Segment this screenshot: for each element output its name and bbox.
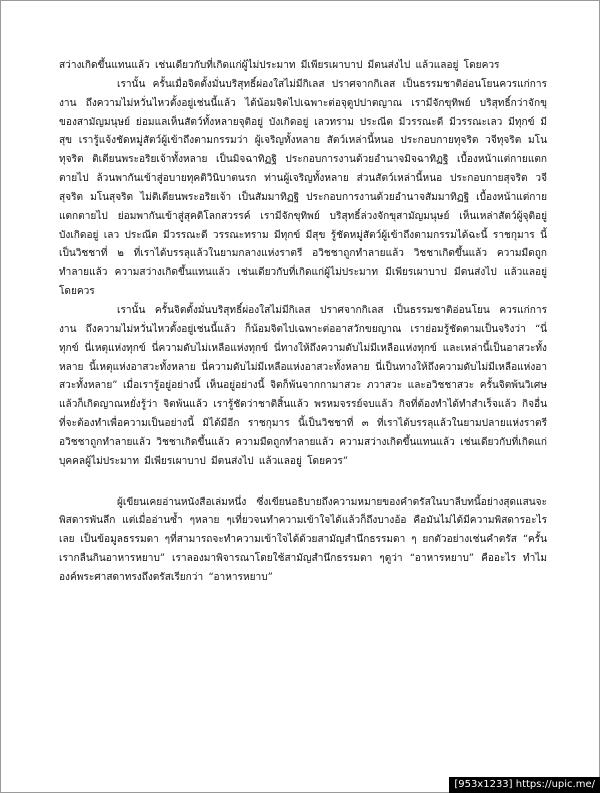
paragraph-spacer: [59, 472, 547, 494]
paragraph-2: เรานั้น ครั้นเมื่อจิตตั้งมั่นบริสุทธิ์ผ่องใสไม่มีกิเลส ปราศจากกิเลส เป็นธรรมชาติอ่อนโยนควรแก่การงาน ถึงความไม่หวั่นไหวตั้งอยู่เช่นนี้แล้ว ได้น้อมจิตไปเฉพาะต่อจุตูปปาตญาณ เรามีจักขุทิพย์ บริสุทธิ์กว่าจักขุของสามัญมนุษย์ ย่อมแลเห็นสัตว์ทั้งหลายจุติอยู่ บังเกิดอยู่ เลวทราม ประณีต มีวรรณะดี มีวรรณะเลว มีทุกข์ มีสุข เรารู้แจ้งชัดหมู่สัตว์ผู้เข้าถึงตามกรรมว่า ผู้เจริญทั้งหลาย สัตว์เหล่านี้หนอ ประกอบกายทุจริต วจีทุจริต มโนทุจริต ติเตียนพระอริยเจ้าทั้งหลาย เป็นมิจฉาทิฏฐิ ประกอบการงานด้วยอำนาจมิจฉาทิฏฐิ เบื้องหน้าแต่กายแตกตายไป ล้วนพากันเข้าสู่อบายทุคติวินิบาตนรก ท่านผู้เจริญทั้งหลาย ส่วนสัตว์เหล่านี้หนอ ประกอบกายสุจริต วจีสุจริต มโนสุจริต ไม่ติเตียนพระอริยเจ้า เป็นสัมมาทิฏฐิ ประกอบการงานด้วยอำนาจสัมมาทิฏฐิ เบื้องหน้าแต่กายแตกตายไป ย่อมพากันเข้าสู่สุคติโลกสวรรค์ เรามีจักขุทิพย์ บริสุทธิ์ล่วงจักขุสามัญมนุษย์ เห็นเหล่าสัตว์ผู้จุติอยู่ บังเกิดอยู่ เลว ประณีต มีวรรณะดี วรรณะทราม มีทุกข์ มีสุข รู้ชัดหมู่สัตว์ผู้เข้าถึงตามกรรมได้ฉะนี้ ราชกุมาร นี้เป็นวิชชาที่ ๒ ที่เราได้บรรลุแล้วในยามกลางแห่งราตรี อวิชชาถูกทำลายแล้ว วิชชาเกิดขึ้นแล้ว ความมืดถูกทำลายแล้ว ความสว่างเกิดขึ้นแทนแล้ว เช่นเดียวกับที่เกิดแก่ผู้ไม่ประมาท มีเพียรเผาบาป มีตนส่งไป แล้วแลอยู่ โดยควร: [59, 78, 547, 298]
paragraph-4: ผู้เขียนเคยอ่านหนังสือเล่มหนึ่ง ซึ่งเขียนอธิบายถึงความหมายของคำตรัสในบาลีบทนี้อย่างสุดแสนจะพิสดารพันลึก แต่เมื่ออ่านซ้ำ ๆหลาย ๆเที่ยวจนทำความเข้าใจได้แล้วก็ถึงบางอ้อ คือมันไม่ได้มีความพิสดารอะไรเลย เป็นข้อมูลธรรมดา ๆที่สามารถจะทำความเข้าใจได้ด้วยสามัญสำนึกธรรมดา ๆ ยกตัวอย่างเช่นคำตรัส “ครั้นเรากลืนกินอาหารหยาบ” เราลองมาพิจารณาโดยใช้สามัญสำนึกธรรมดา ๆดูว่า “อาหารหยาบ” คืออะไร ทำไมองค์พระศาสดาทรงถึงตรัสเรียกว่า “อาหารหยาบ”: [59, 496, 547, 583]
body-text: [59, 57, 547, 588]
paragraph-3: เรานั้น ครั้นจิตตั้งมั่นบริสุทธิ์ผ่องใสไม่มีกิเลส ปราศจากกิเลส เป็นธรรมชาติอ่อนโยน ควรแก่การงาน ถึงความไม่หวั่นไหวตั้งอยู่เช่นนี้แล้ว ก็น้อมจิตไปเฉพาะต่ออาสวักขยญาณ เราย่อมรู้ชัดตามเป็นจริงว่า “นี่ทุกข์ นี่เหตุแห่งทุกข์ นี่ความดับไม่เหลือแห่งทุกข์ นี่ทางให้ถึงความดับไม่มีเหลือแห่งทุกข์ และเหล่านี้เป็นอาสวะทั้งหลาย นี้เหตุแห่งอาสวะทั้งหลาย นี่ความดับไม่มีเหลือแห่งอาสวะทั้งหลาย นี่เป็นทางให้ถึงความดับไม่มีเหลือแห่งอาสวะทั้งหลาย” เมื่อเรารู้อยู่อย่างนี้ เห็นอยู่อย่างนี้ จิตก็พ้นจากกามาสวะ ภวาสวะ และอวิชชาสวะ ครั้นจิตพ้นวิเศษแล้วก็เกิดญาณหยั่งรู้ว่า จิตพ้นแล้ว เรารู้ชัดว่าชาติสิ้นแล้ว พรหมจรรย์จบแล้ว กิจที่ต้องทำได้ทำสำเร็จแล้ว กิจอื่นที่จะต้องทำเพื่อความเป็นอย่างนี้ มิได้มีอีก ราชกุมาร นี้เป็นวิชชาที่ ๓ ที่เราได้บรรลุแล้วในยามปลายแห่งราตรี อวิชชาถูกทำลายแล้ว วิชชาเกิดขึ้นแล้ว ความมืดถูกทำลายแล้ว ความสว่างเกิดขึ้นแทนแล้ว เช่นเดียวกับที่เกิดแก่บุคคลผู้ไม่ประมาท มีเพียรเผาบาป มีตนส่งไป แล้วแลอยู่ โดยควร”: [59, 304, 547, 467]
paragraph-1: สว่างเกิดขึ้นแทนแล้ว เช่นเดียวกับที่เกิดแก่ผู้ไม่ประมาท มีเพียรเผาบาป มีตนส่งไป แล้วแลอยู่ โดยควร: [59, 60, 500, 71]
image-host-watermark: [953x1233] https://upic.me/: [449, 777, 600, 793]
